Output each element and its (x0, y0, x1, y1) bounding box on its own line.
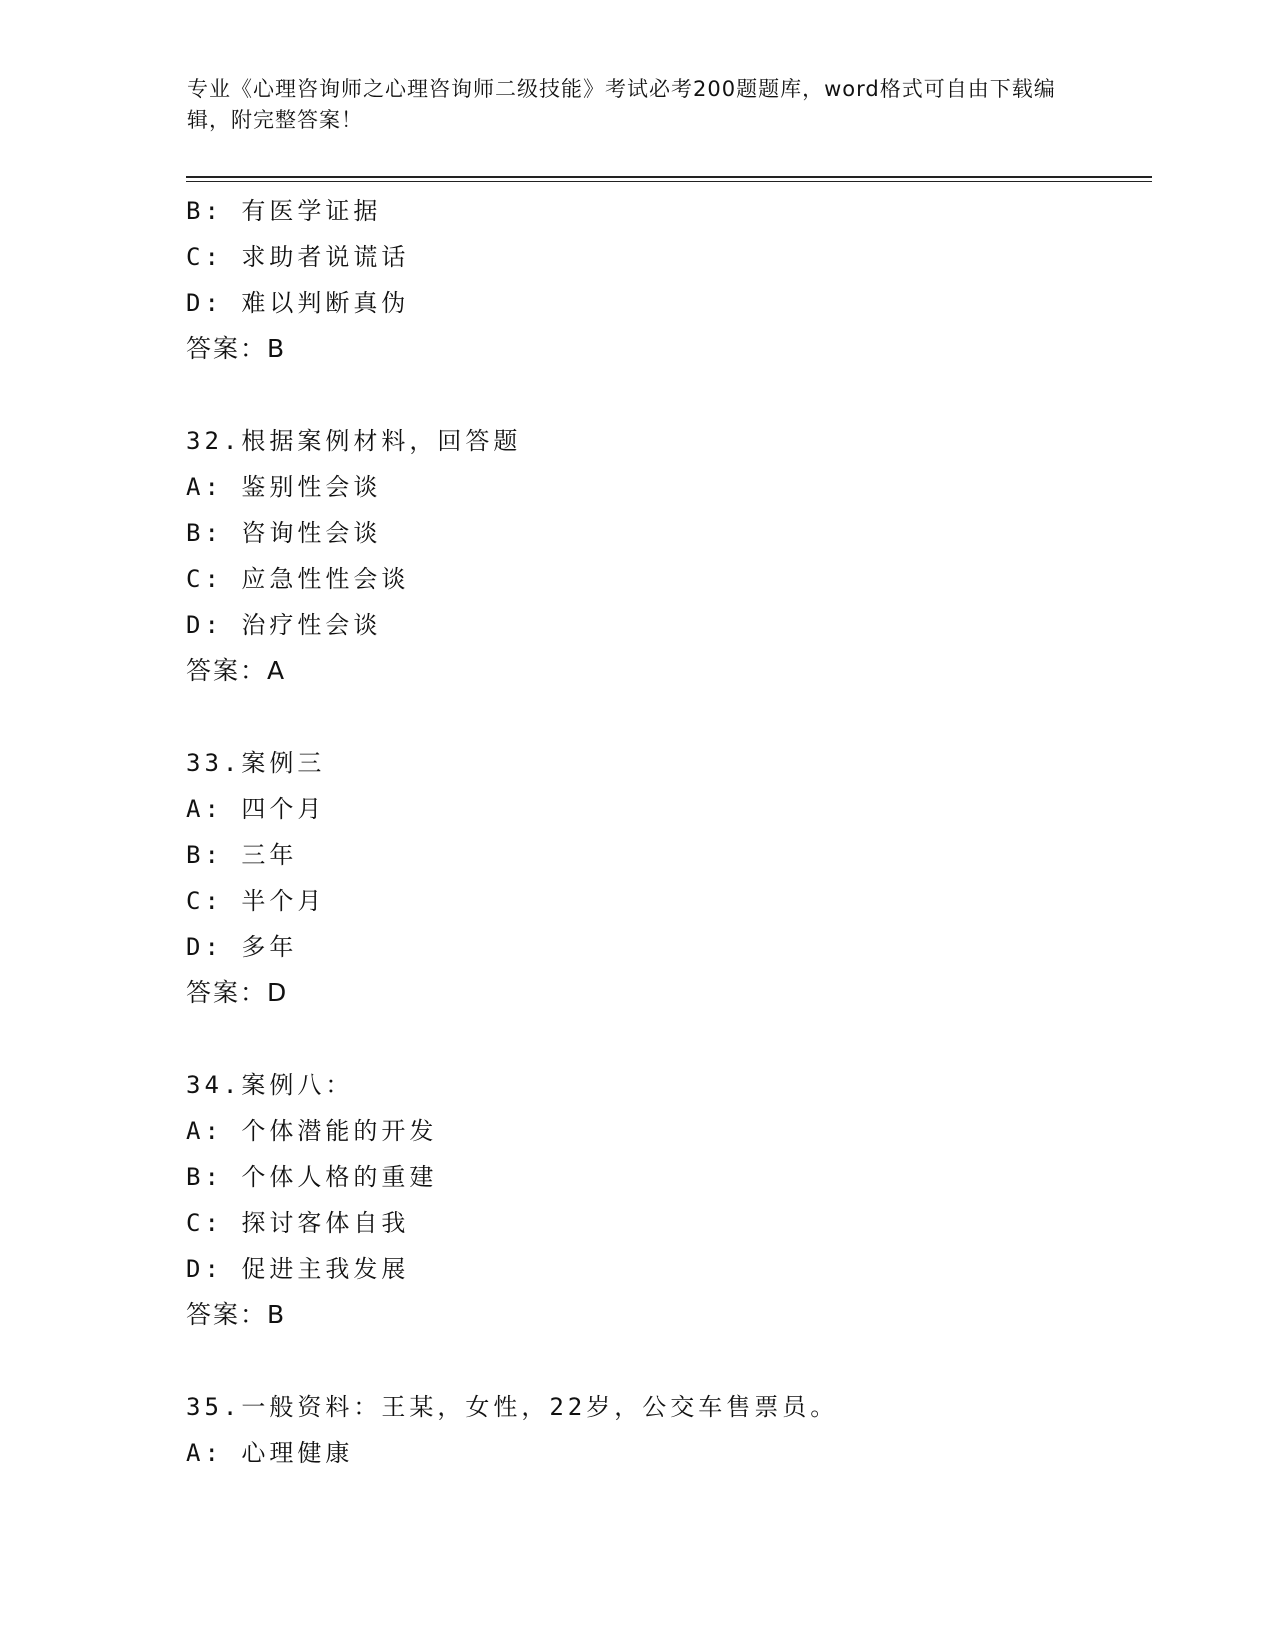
option-line: B: 个体人格的重建 (186, 1163, 438, 1191)
option-line: D: 难以判断真伪 (186, 289, 410, 317)
option-line: D: 治疗性会谈 (186, 611, 382, 639)
option-line: C: 探讨客体自我 (186, 1209, 410, 1237)
option-line: C: 应急性性会谈 (186, 565, 410, 593)
header-divider-thin (186, 181, 1152, 182)
option-line: A: 四个月 (186, 795, 326, 823)
option-line: B: 有医学证据 (186, 197, 382, 225)
option-line: C: 半个月 (186, 887, 326, 915)
document-header: 专业《心理咨询师之心理咨询师二级技能》考试必考200题题库，word格式可自由下载编辑，附完整答案！ (187, 77, 1056, 132)
spacer (186, 694, 1146, 740)
header-divider (186, 176, 1152, 178)
spacer (186, 1338, 1146, 1384)
option-line: A: 个体潜能的开发 (186, 1117, 438, 1145)
spacer (186, 1016, 1146, 1062)
option-line: D: 促进主我发展 (186, 1255, 410, 1283)
option-line: D: 多年 (186, 933, 298, 961)
answer-line: 答案：B (186, 334, 287, 363)
answer-line: 答案：A (186, 656, 287, 685)
spacer (186, 372, 1146, 418)
option-line: B: 三年 (186, 841, 298, 869)
question-line: 33.案例三 (186, 749, 326, 777)
question-line: 34.案例八： (186, 1071, 354, 1099)
question-line: 35.一般资料：王某，女性，22岁，公交车售票员。 (186, 1393, 839, 1421)
answer-line: 答案：B (186, 1300, 287, 1329)
option-line: A: 鉴别性会谈 (186, 473, 382, 501)
answer-line: 答案：D (186, 978, 289, 1007)
option-line: A: 心理健康 (186, 1439, 354, 1467)
question-line: 32.根据案例材料，回答题 (186, 427, 522, 455)
option-line: B: 咨询性会谈 (186, 519, 382, 547)
question-list (186, 188, 1146, 1476)
option-line: C: 求助者说谎话 (186, 243, 410, 271)
